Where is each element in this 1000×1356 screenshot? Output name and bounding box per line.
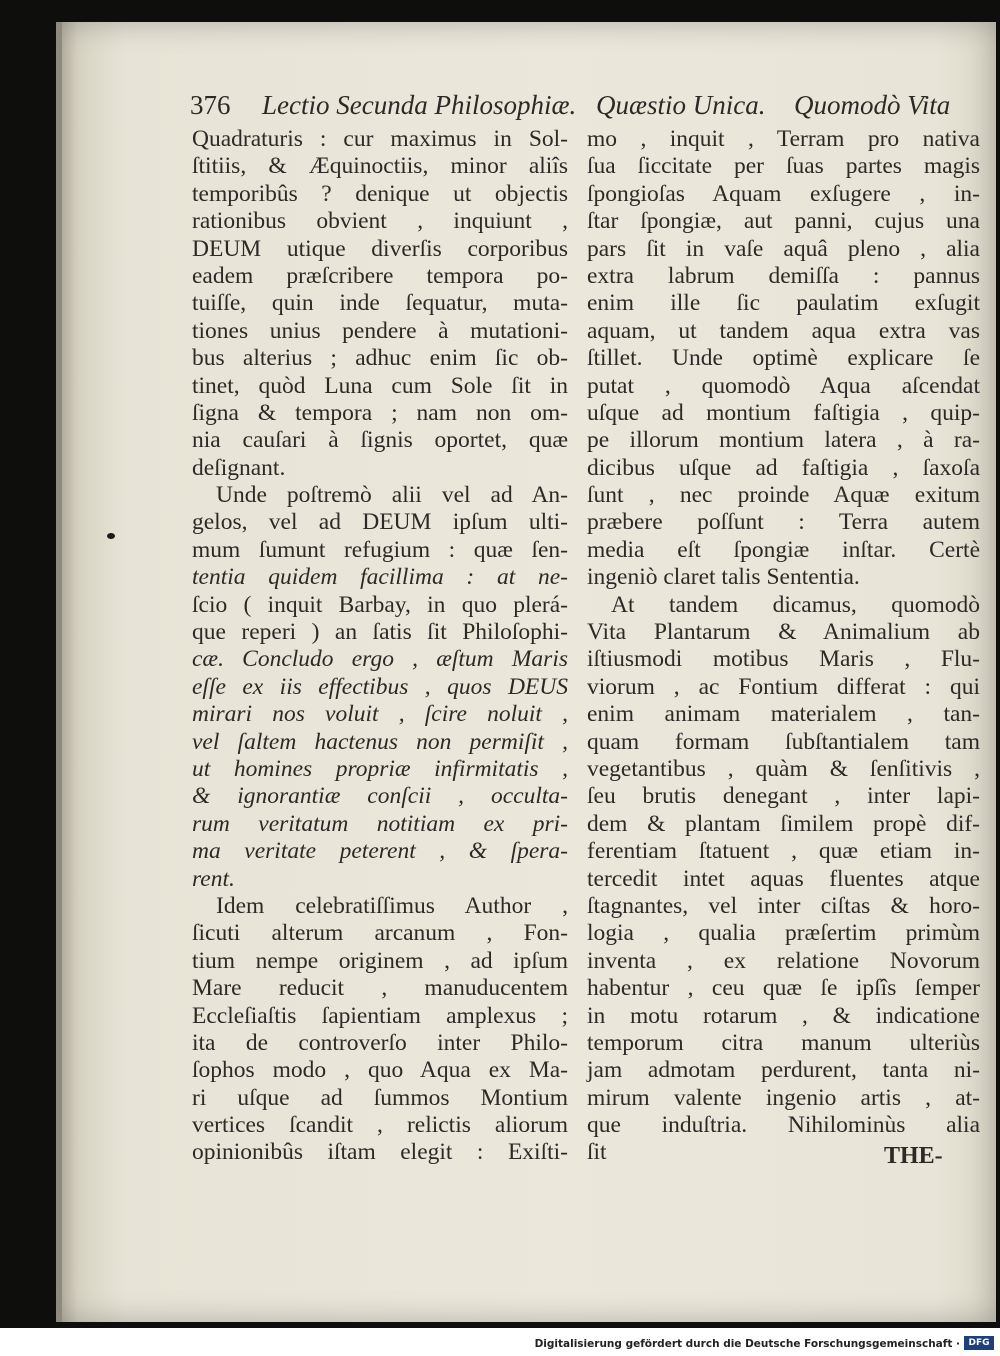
running-head: [190, 90, 990, 130]
right-column-text-line: præbere poſſunt : Terra autem: [587, 509, 980, 536]
left-column-text-line: DEUM utique diverſis corporibus: [192, 235, 568, 262]
right-column-text-line: habentur , ceu quæ ſe ipſîs ſemper: [587, 975, 980, 1002]
left-column-text-line: ſigna & tempora ; nam non om-: [192, 399, 568, 426]
right-column-text-line: in motu rotarum , & indicatione: [587, 1002, 980, 1029]
margin-ink-mark: [107, 533, 115, 539]
right-column-text-line: pe illorum montium latera , à ra-: [587, 427, 980, 454]
left-column-text-line: eadem præſcribere tempora po-: [192, 262, 568, 289]
left-column-text-line: ma veritate peterent , & ſpera-: [192, 838, 568, 865]
left-column-text-line: que reperi ) an ſatis ſit Philoſophi-: [192, 619, 568, 646]
left-column-text-line: nia cauſari à ſignis oportet, quæ: [192, 427, 568, 454]
left-column-text-line: rum veritatum notitiam ex pri-: [192, 810, 568, 837]
left-running-title: Lectio Secunda Philosophiæ.: [262, 90, 577, 120]
right-column-text-line: viorum , ac Fontium differat : qui: [587, 673, 980, 700]
left-column-text-line: tentia quidem facillima : at ne-: [192, 564, 568, 591]
left-column-text-line: rationibus obvient , inquiunt ,: [192, 208, 568, 235]
left-column-text-line: Eccleſiaſtis ſapientiam amplexus ;: [192, 1002, 568, 1029]
right-column-text-line: mirum valente ingenio artis , at-: [587, 1084, 980, 1111]
digitization-footer: [0, 1328, 1000, 1356]
right-column-text-line: temporum citra manum ulteriùs: [587, 1029, 980, 1056]
right-column-text-line: ſeu brutis denegant , inter lapi-: [587, 783, 980, 810]
left-column-text-line: ut homines propriæ infirmitatis ,: [192, 755, 568, 782]
right-column-text-line: extra labrum demiſſa : pannus: [587, 262, 980, 289]
catchword: THE-: [884, 1143, 943, 1169]
left-column-text-line: vertices ſcandit , relictis aliorum: [192, 1112, 568, 1139]
right-column-text-line: vegetantibus , quàm & ſenſitivis ,: [587, 755, 980, 782]
left-column-text-line: ri uſque ad ſummos Montium: [192, 1084, 568, 1111]
left-column-text-line: tuiſſe, quin inde ſequatur, muta-: [192, 290, 568, 317]
right-column-text-line: ſpongioſas Aquam exſugere , in-: [587, 180, 980, 207]
running-subject: Quomodò Vita: [794, 90, 951, 120]
right-column-text-line: ingeniò claret talis Sententia.: [587, 564, 860, 591]
left-column-text-line: rent.: [192, 865, 235, 892]
left-column-text-line: temporibûs ? denique ut objectis: [192, 180, 568, 207]
right-column-text-line: ſtagnantes, vel inter ciſtas & horo-: [587, 892, 980, 919]
left-column-text-line: ſcio ( inquit Barbay, in quo plerá-: [192, 591, 568, 618]
right-column-text-line: dem & plantam ſimilem propè dif-: [587, 810, 980, 837]
right-column-text-line: aquam, ut tandem aqua extra vas: [587, 317, 980, 344]
left-column-text-line: Quadraturis : cur maximus in Sol-: [192, 126, 568, 152]
right-column-text-line: que induſtria. Nihilominùs alia: [587, 1112, 980, 1139]
right-column-text-line: jam admotam perdurent, tanta ni-: [587, 1057, 980, 1084]
left-column-text-line: tium nempe originem , ad ipſum: [192, 947, 568, 974]
right-column-text-line: enim ille ſic paulatim exſugit: [587, 290, 980, 317]
right-column-text-line: ſua ſiccitate per ſuas partes magis: [587, 153, 980, 180]
footer-credit-text: Digitalisierung gefördert durch die Deutsche Forschungsgemeinschaft ·: [534, 1338, 960, 1350]
left-column-text-line: opinionibûs iſtam elegit : Exiſti-: [192, 1139, 568, 1166]
left-column-text-line: ita de controverſo inter Philo-: [192, 1029, 568, 1056]
page-gutter-edge: [56, 22, 62, 1322]
left-column-text-line: tinet, quòd Luna cum Sole ſit in: [192, 372, 568, 399]
right-column-text-line: iſtiusmodi motibus Maris , Flu-: [587, 646, 980, 673]
page-number: 376: [190, 90, 231, 120]
right-text-column: [587, 126, 980, 1167]
right-column-text-line: inventa , ex relatione Novorum: [587, 947, 980, 974]
dfg-logo: DFG: [964, 1336, 994, 1350]
right-column-text-line: uſque ad montium faſtigia , quip-: [587, 399, 980, 426]
right-column-text-line: mo , inquit , Terram pro nativa: [587, 126, 980, 152]
left-column-text-line: vel ſaltem hactenus non permiſit ,: [192, 728, 568, 755]
right-column-text-line: quam formam ſubſtantialem tam: [587, 728, 980, 755]
left-column-text-line: Mare reducit , manuducentem: [192, 975, 568, 1002]
left-column-text-line: ſicuti alterum arcanum , Fon-: [192, 920, 568, 947]
left-column-text-line: gelos, vel ad DEUM ipſum ulti-: [192, 509, 568, 536]
left-column-text-line: mum ſumunt refugium : quæ ſen-: [192, 536, 568, 563]
right-column-text-line: Vita Plantarum & Animalium ab: [587, 619, 980, 646]
left-column-text-line: eſſe ex iis effectibus , quos DEUS: [192, 673, 568, 700]
left-column-text-line: mirari nos voluit , ſcire noluit ,: [192, 701, 568, 728]
right-column-text-line: logia , qualia præſertim primùm: [587, 920, 980, 947]
right-column-text-line: media eſt ſpongiæ inſtar. Certè: [587, 536, 980, 563]
left-column-text-line: Unde poſtremò alii vel ad An-: [216, 482, 568, 509]
left-column-text-line: tiones unius pendere à mutationi-: [192, 317, 568, 344]
left-column-text-line: deſignant.: [192, 454, 286, 481]
right-column-text-line: dicibus uſque ad faſtigia , ſaxoſa: [587, 454, 980, 481]
right-column-text-line: ferentiam ſtatuent , quæ etiam in-: [587, 838, 980, 865]
right-column-text-line: enim animam materialem , tan-: [587, 701, 980, 728]
right-column-text-line: pars ſit in vaſe aquâ pleno , alia: [587, 235, 980, 262]
left-column-text-line: Idem celebratiſſimus Author ,: [216, 892, 568, 919]
left-column-text-line: & ignorantiæ conſcii , occulta-: [192, 783, 568, 810]
left-column-text-line: ſophos modo , quo Aqua ex Ma-: [192, 1057, 568, 1084]
right-column-text-line: ſunt , nec proinde Aquæ exitum: [587, 482, 980, 509]
left-column-text-line: cæ. Concludo ergo , æſtum Maris: [192, 646, 568, 673]
left-column-text-line: bus alterius ; adhuc enim ſic ob-: [192, 345, 568, 372]
right-column-text-line: ſtar ſpongiæ, aut panni, cujus una: [587, 208, 980, 235]
left-text-column: [192, 126, 568, 1167]
right-column-text-line: tercedit intet aquas fluentes atque: [587, 865, 980, 892]
left-column-text-line: ſtitiis, & Æquinoctiis, minor aliîs: [192, 153, 568, 180]
right-column-text-line: putat , quomodò Aqua aſcendat: [587, 372, 980, 399]
right-column-text-line: ſtillet. Unde optimè explicare ſe: [587, 345, 980, 372]
right-column-text-line: At tandem dicamus, quomodò: [611, 591, 980, 618]
right-column-text-line: ſit: [587, 1139, 607, 1166]
right-running-title: Quæstio Unica.: [596, 90, 766, 120]
